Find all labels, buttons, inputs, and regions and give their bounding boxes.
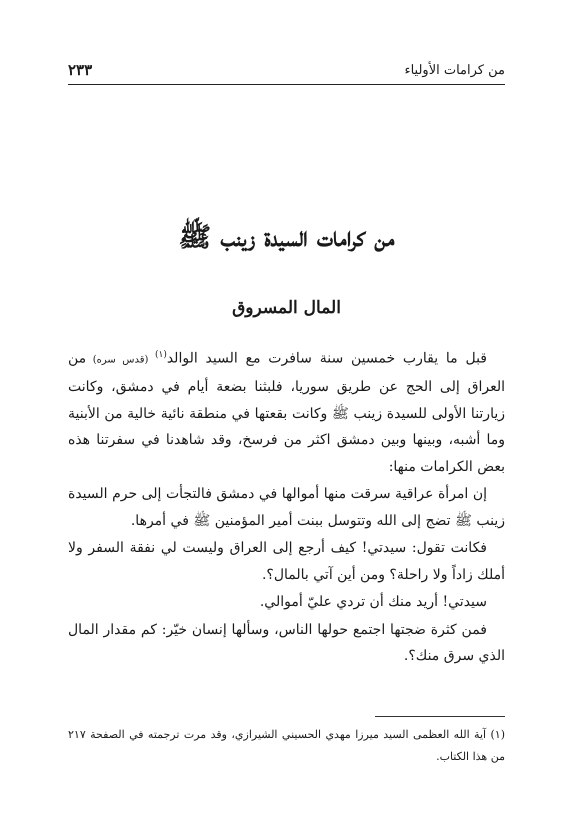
- running-header: [68, 60, 505, 80]
- header-rule: [68, 84, 505, 85]
- running-header-title: من كرامات الأولياء: [404, 62, 505, 78]
- paragraph-text: قبل ما يقارب خمسين سنة سافرت مع السيد الوالد: [166, 350, 487, 367]
- paragraph-text: من العراق إلى الحج عن طريق سوريا، فلبثنا بضعة أيام في دمشق، وكانت زيارتنا الأولى للسيدة زينب ﷺ وكانت بقعتها في منطقة نائية خالية من الأبنية وما أشبه، وبينها وبين دمشق اكثر من فرسخ، وقد شاهدنا في سفرتنا هذه بعض الكرامات منها:: [68, 350, 505, 475]
- section-title: المال المسروق: [232, 298, 341, 318]
- footnote-marker: (١): [154, 350, 167, 360]
- paragraph: إن امرأة عراقية سرقت منها أموالها في دمشق فالتجأت إلى حرم السيدة زينب ﷺ تضج إلى الله وتتوسل ببنت أمير المؤمنين ﷺ في أمرها.: [68, 486, 505, 529]
- honorific-note: (قدس سره): [86, 354, 155, 366]
- paragraph: فكانت تقول: سيدتي! كيف أرجع إلى العراق وليست لي نفقة السفر ولا أملك زاداً ولا راحلة؟ ومن أين آتي بالمال؟.: [68, 540, 505, 583]
- paragraph: سيدتي! أريد منك أن تردي عليّ أموالي.: [259, 594, 487, 611]
- footnote-rule: [375, 716, 505, 717]
- chapter-title: من كرامات السيدة زينب ﷺ: [178, 222, 395, 253]
- footnote: (١) آية الله العظمى السيد ميرزا مهدي الحسيني الشيرازي، وقد مرت ترجمته في الصفحة ٢١٧ من هذا الكتاب.: [68, 728, 505, 763]
- paragraph: فمن كثرة ضجتها اجتمع حولها الناس، وسألها إنسان خيّر: كم مقدار المال الذي سرق منك؟.: [68, 621, 505, 665]
- body-text: [68, 342, 505, 671]
- paragraph: [68, 342, 505, 480]
- page-number: ٢٣٣: [68, 61, 93, 79]
